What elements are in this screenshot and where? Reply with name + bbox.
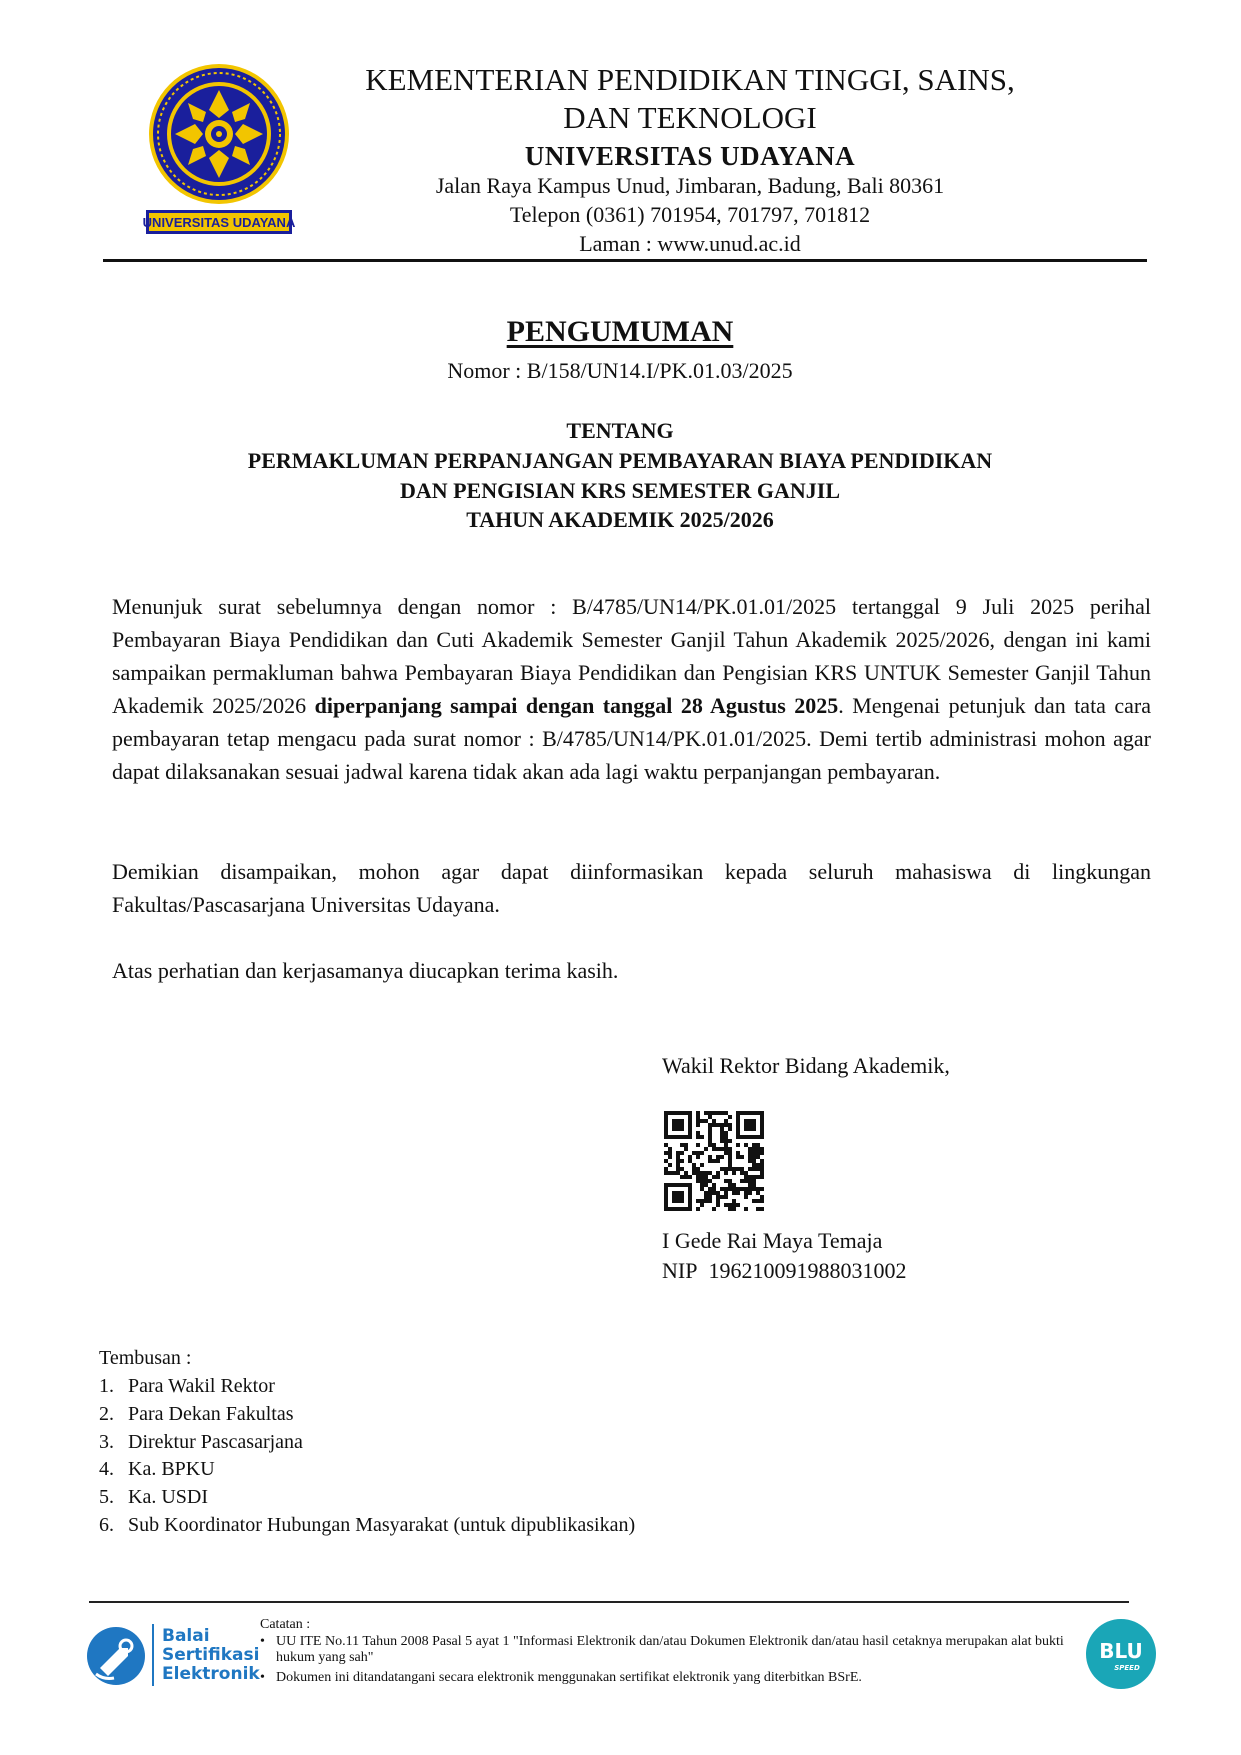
bsre-name: Balai Sertifikasi Elektronik [162, 1626, 260, 1684]
blu-logo-icon [1085, 1618, 1157, 1690]
university-name: UNIVERSITAS UDAYANA [524, 141, 856, 171]
footer-divider [89, 1601, 1129, 1603]
list-item: 4. Ka. BPKU [99, 1458, 215, 1480]
subject-line: TENTANG [566, 418, 674, 443]
subject-line: DAN PENGISIAN KRS SEMESTER GANJIL [399, 478, 841, 503]
university-logo [143, 62, 295, 240]
paragraph-1-emphasis: diperpanjang sampai dengan tanggal 28 Agustus 2025 [314, 693, 839, 718]
document-title [120, 317, 1120, 347]
signatory-nip [662, 1260, 906, 1282]
paragraph-1-part-2: . Mengenai petunjuk dan tata cara pembayaran tetap mengacu pada surat nomor : B/4785/UN14/PK.01.01/2025. Demi tertib administrasi mohon agar dapat dilaksanakan sesuai jadwal karena tidak akan ada lagi waktu perpanjangan pembayaran. [112, 693, 1151, 784]
list-item: 3. Direktur Pascasarjana [99, 1431, 303, 1453]
bsre-separator [152, 1624, 154, 1686]
header-divider [103, 259, 1147, 262]
nip-label: NIP [662, 1258, 698, 1283]
bsre-logo-icon [84, 1624, 148, 1688]
note-title: Catatan : [260, 1617, 311, 1632]
ministry-line-2: DAN TEKNOLOGI [563, 100, 817, 135]
list-item: 6. Sub Koordinator Hubungan Masyarakat (untuk dipublikasikan) [99, 1514, 636, 1536]
note-item: • UU ITE No.11 Tahun 2008 Pasal 5 ayat 1 "Informasi Elektronik dan/atau Dokumen Elektronik dan/atau hasil cetaknya merupakan alat bukti hukum yang sah" [260, 1634, 1096, 1666]
paragraph-1 [112, 590, 1151, 788]
note-item: • Dokumen ini ditandatangani secara elektronik menggunakan sertifikat elektronik yang diterbitkan BSrE. [260, 1670, 1096, 1686]
signatory-role: Wakil Rektor Bidang Akademik, [662, 1053, 950, 1078]
address: Jalan Raya Kampus Unud, Jimbaran, Badung, Bali 80361 [435, 173, 945, 198]
phone: Telepon (0361) 701954, 701797, 701812 [509, 202, 871, 227]
ministry-line-1: KEMENTERIAN PENDIDIKAN TINGGI, SAINS, [365, 62, 1015, 97]
blu-label: BLU [1099, 1639, 1143, 1663]
subject-line: TAHUN AKADEMIK 2025/2026 [466, 507, 774, 532]
tembusan-title: Tembusan : [99, 1347, 192, 1369]
paragraph-3: Atas perhatian dan kerjasamanya diucapkan terima kasih. [112, 958, 619, 983]
subject-line: PERMAKLUMAN PERPANJANGAN PEMBAYARAN BIAYA PENDIDIKAN [247, 448, 993, 473]
blu-sub-label: SPEED [1114, 1664, 1140, 1672]
signatory-name: I Gede Rai Maya Temaja [662, 1228, 883, 1253]
logo-label: UNIVERSITAS UDAYANA [143, 215, 295, 230]
document-title-text: PENGUMUMAN [506, 315, 734, 348]
paragraph-2: Demikian disampaikan, mohon agar dapat diinformasikan kepada seluruh mahasiswa di lingkungan Fakultas/Pascasarjana Universitas Udayana. [112, 859, 1151, 917]
list-item: 1. Para Wakil Rektor [99, 1375, 275, 1397]
qr-code-icon [664, 1111, 764, 1211]
nip-value: 196210091988031002 [708, 1258, 907, 1283]
list-item: 5. Ka. USDI [99, 1486, 208, 1508]
list-item: 2. Para Dekan Fakultas [99, 1403, 294, 1425]
paragraph-1-part-1: Menunjuk surat sebelumnya dengan nomor : B/4785/UN14/PK.01.01/2025 tertanggal 9 Juli 2025 perihal Pembayaran Biaya Pendidikan dan Cuti Akademik Semester Ganjil Tahun Akademik 2025/2026, dengan ini kami sampaikan permakluman bahwa Pembayaran Biaya Pendidikan dan Pengisian KRS UNTUK Semester Ganjil Tahun Akademik 2025/2026 [112, 594, 1151, 718]
website: Laman : www.unud.ac.id [579, 231, 801, 256]
document-number: Nomor : B/158/UN14.I/PK.01.03/2025 [447, 358, 793, 383]
